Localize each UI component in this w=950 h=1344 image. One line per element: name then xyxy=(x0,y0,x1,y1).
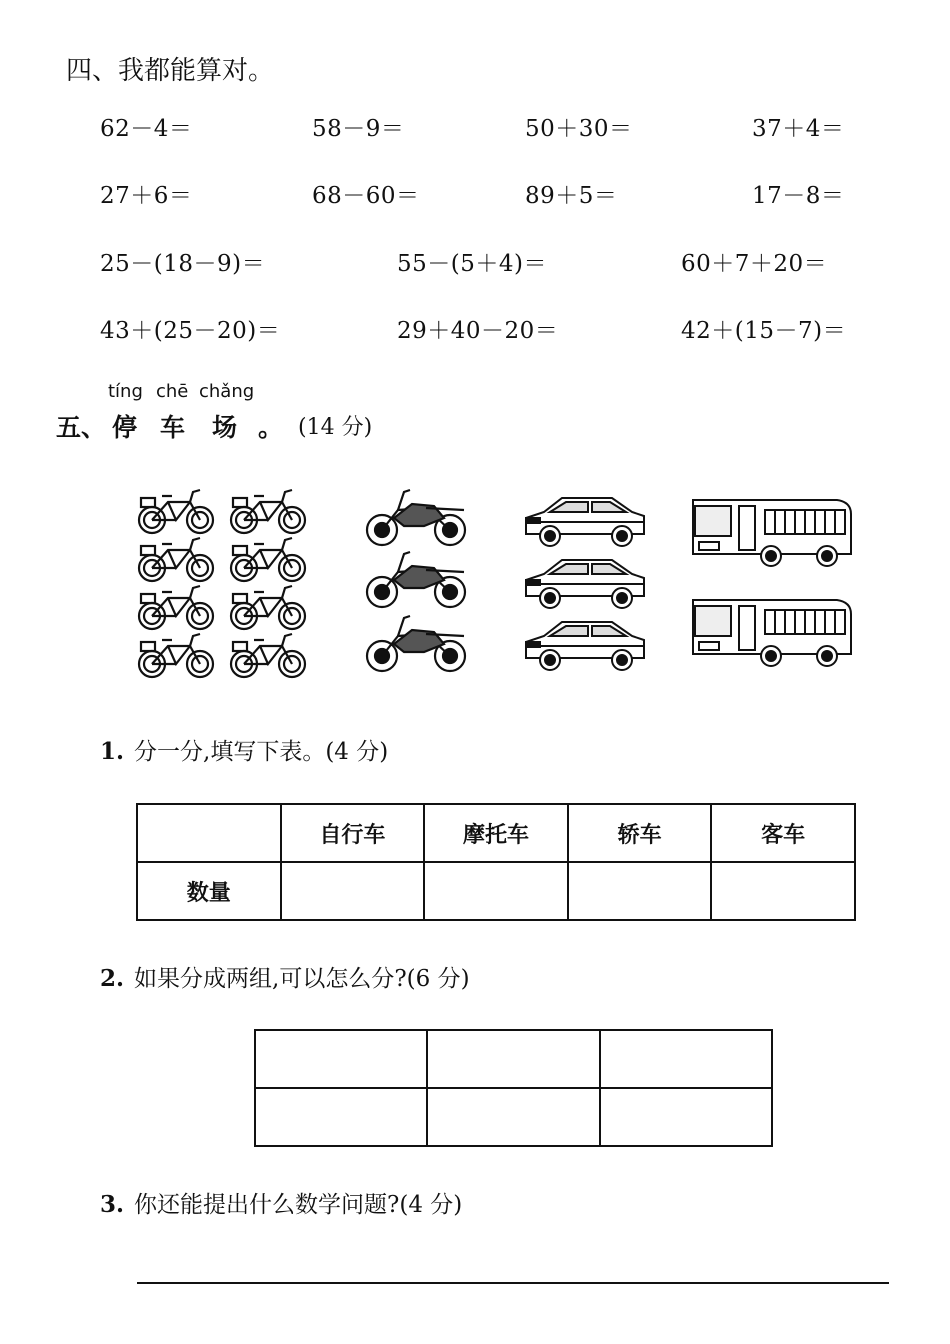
pinyin-chang: chǎng xyxy=(199,381,255,402)
q3-prompt xyxy=(100,1186,462,1219)
bicycles-illustration xyxy=(130,480,330,690)
q1-answer-cell[interactable] xyxy=(711,862,855,920)
equation: 27＋6＝ xyxy=(100,183,193,209)
section5-period: 。 xyxy=(258,413,284,442)
q3-text: 你还能提出什么数学问题?(4 分) xyxy=(134,1192,463,1218)
equation: 89＋5＝ xyxy=(525,183,618,209)
q1-answer-cell[interactable] xyxy=(568,862,712,920)
q2-answer-cell[interactable] xyxy=(255,1088,427,1146)
section5-char: 车 xyxy=(160,413,186,442)
q2-answer-cell[interactable] xyxy=(600,1030,772,1088)
q1-prompt xyxy=(100,733,388,766)
section5-char: 场 xyxy=(212,413,238,442)
equation: 37＋4＝ xyxy=(752,116,845,142)
q2-table xyxy=(254,1029,773,1147)
q2-prompt xyxy=(100,960,470,993)
section5-char: 停 xyxy=(112,413,138,442)
q1-text: 分一分,填写下表。(4 分) xyxy=(134,739,389,765)
equation: 55－(5＋4)＝ xyxy=(397,251,547,277)
q1-header: 客车 xyxy=(711,804,855,862)
q3-number: 3. xyxy=(100,1191,125,1218)
cars-illustration xyxy=(520,490,650,680)
q3-answer-line[interactable] xyxy=(137,1282,889,1284)
q2-answer-cell[interactable] xyxy=(427,1088,599,1146)
q1-row-label: 数量 xyxy=(137,862,281,920)
q2-answer-cell[interactable] xyxy=(427,1030,599,1088)
q1-answer-cell[interactable] xyxy=(281,862,425,920)
q1-header-blank xyxy=(137,804,281,862)
equation: 50＋30＝ xyxy=(525,116,633,142)
section5-prefix: 五、 xyxy=(56,413,107,442)
q2-answer-cell[interactable] xyxy=(255,1030,427,1088)
q2-text: 如果分成两组,可以怎么分?(6 分) xyxy=(134,966,470,992)
q1-answer-cell[interactable] xyxy=(424,862,568,920)
equation: 43＋(25－20)＝ xyxy=(100,318,281,344)
motorcycles-illustration xyxy=(362,480,472,690)
q1-table xyxy=(136,803,856,921)
section4-title: 四、我都能算对。 xyxy=(66,56,275,86)
equation: 29＋40－20＝ xyxy=(397,318,559,344)
section5-score: (14 分) xyxy=(298,415,373,440)
equation: 42＋(15－7)＝ xyxy=(681,318,847,344)
equation: 62－4＝ xyxy=(100,116,193,142)
equation: 17－8＝ xyxy=(752,183,845,209)
buses-illustration xyxy=(685,490,860,680)
q1-number: 1. xyxy=(100,738,125,765)
q1-header: 自行车 xyxy=(281,804,425,862)
pinyin-che: chē xyxy=(156,381,189,402)
equation: 25－(18－9)＝ xyxy=(100,251,266,277)
equation: 60＋7＋20＝ xyxy=(681,251,828,277)
equation: 68－60＝ xyxy=(312,183,420,209)
pinyin-ting: tíng xyxy=(108,381,143,402)
equation: 58－9＝ xyxy=(312,116,405,142)
q2-number: 2. xyxy=(100,965,125,992)
q2-answer-cell[interactable] xyxy=(600,1088,772,1146)
q1-header: 轿车 xyxy=(568,804,712,862)
q1-header: 摩托车 xyxy=(424,804,568,862)
